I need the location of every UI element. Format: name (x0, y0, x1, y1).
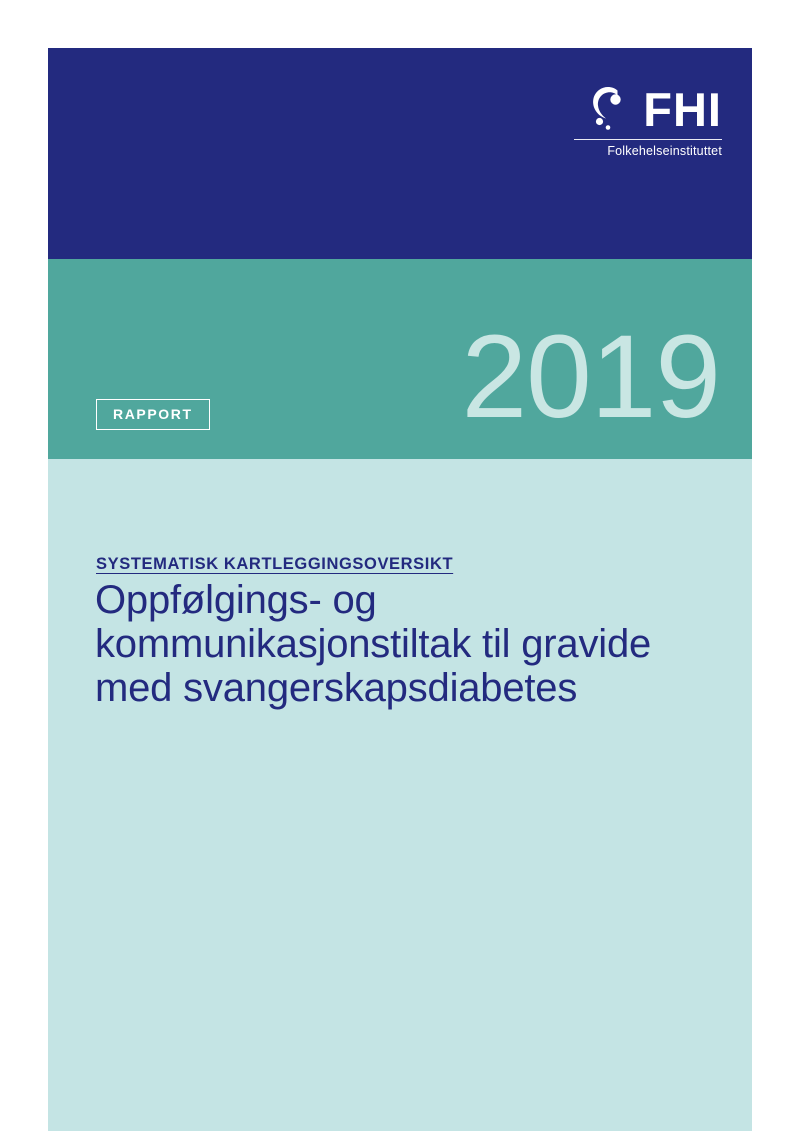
cover-year: 2019 (461, 311, 720, 443)
cover-kicker: SYSTEMATISK KARTLEGGINGSOVERSIKT (96, 555, 454, 573)
fhi-logo (532, 84, 722, 158)
report-cover-page (48, 48, 752, 1131)
logo-row (532, 84, 722, 134)
report-type-badge: RAPPORT (96, 399, 210, 430)
header-band (48, 48, 752, 259)
fhi-logo-mark-icon (587, 84, 633, 134)
logo-subtitle: Folkehelseinstituttet (607, 144, 722, 158)
page-title: Oppfølgings- og kommunikasjonstiltak til gravide med svangerskapsdiabetes (95, 578, 652, 710)
cover-body (48, 459, 752, 1131)
teal-band (48, 259, 752, 459)
fhi-logo-wordmark: FHI (643, 82, 722, 136)
logo-divider (574, 139, 722, 140)
